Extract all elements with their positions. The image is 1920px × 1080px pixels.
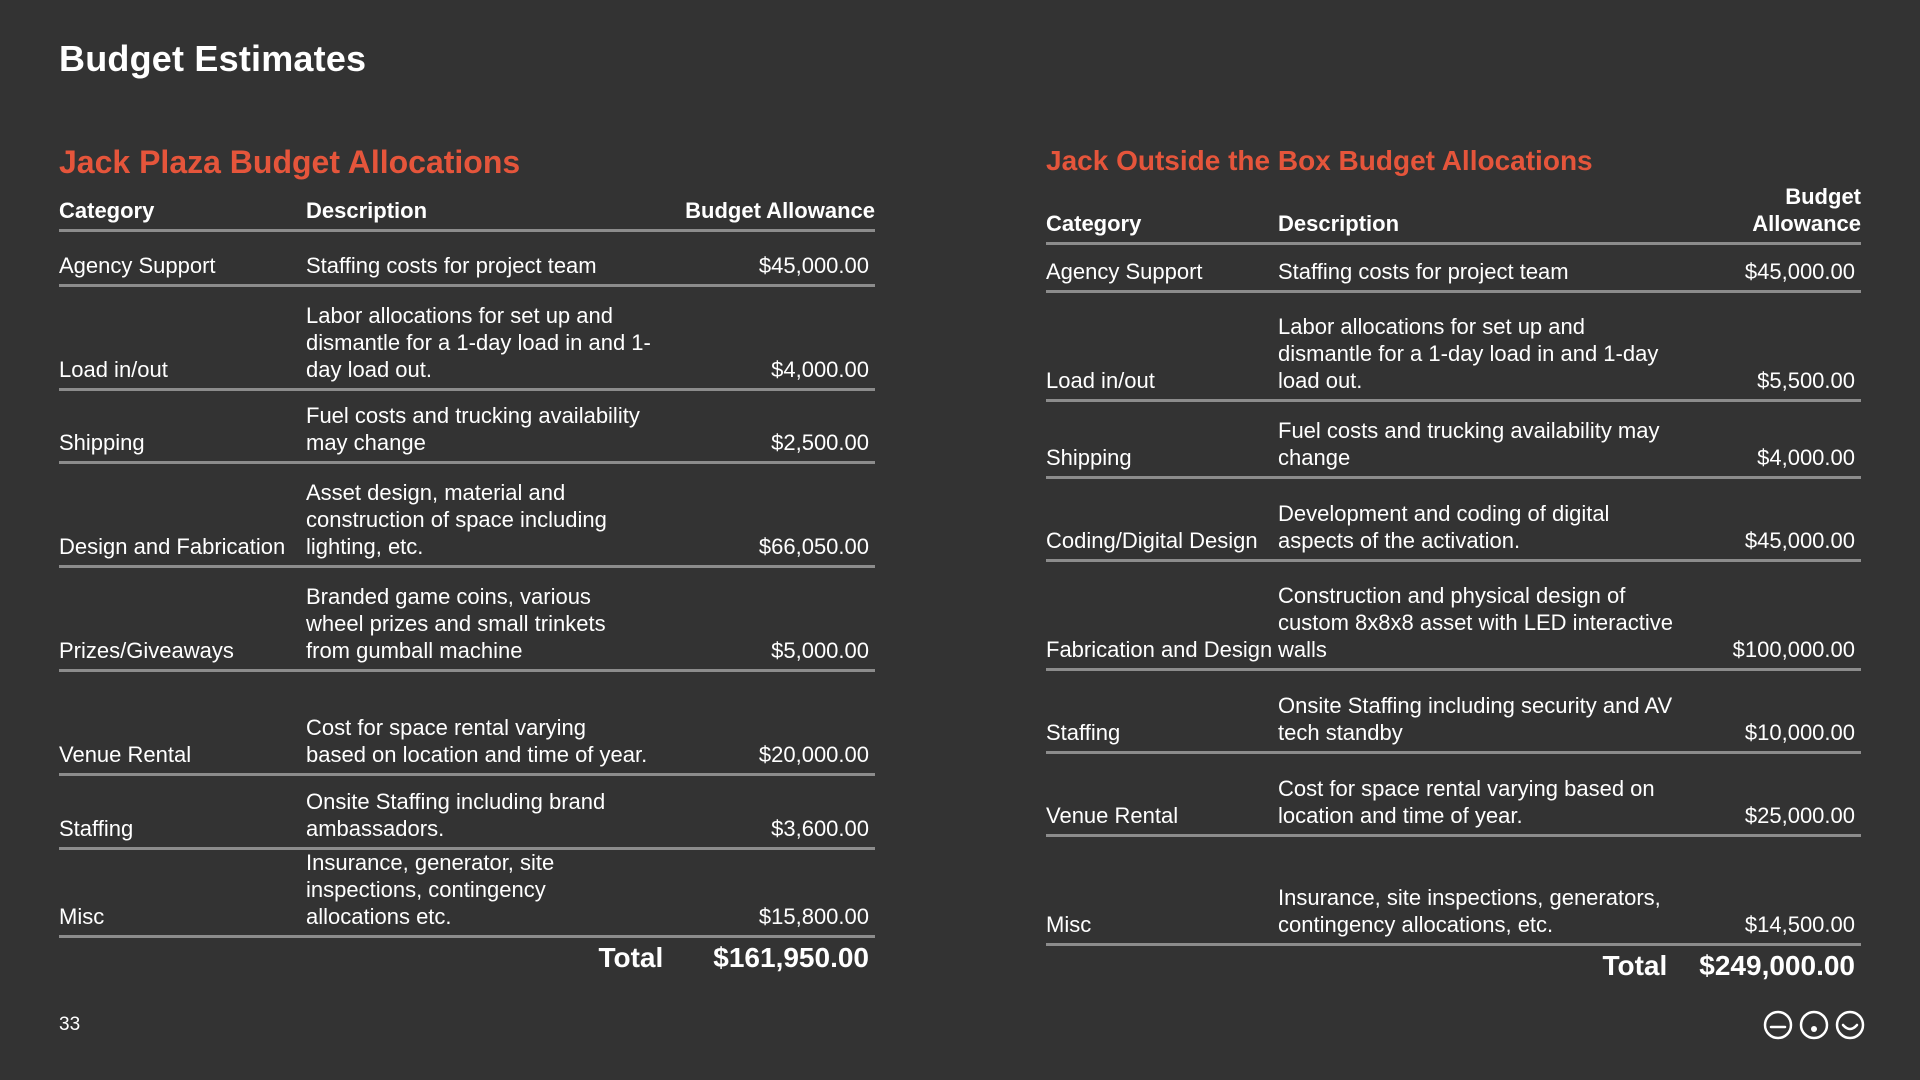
- amount-cell: $5,500.00: [1757, 368, 1855, 393]
- table-row: [1046, 479, 1861, 562]
- table-row: [59, 776, 875, 850]
- description-cell: Labor allocations for set up and dismantle for a 1-day load in and 1-day load out.: [306, 303, 651, 382]
- description-cell: Construction and physical design of custom 8x8x8 asset with LED interactive walls: [1278, 583, 1673, 662]
- page-number: 33: [59, 1014, 81, 1035]
- category-cell: Load in/out: [59, 357, 168, 382]
- description-cell: Onsite Staffing including brand ambassadors.: [306, 789, 606, 841]
- jack-outside-the-box-heading: Jack Outside the Box Budget Allocations: [1046, 145, 1593, 176]
- slide-title: Budget Estimates: [59, 38, 367, 79]
- amount-cell: $14,500.00: [1744, 912, 1855, 937]
- description-cell: Cost for space rental varying based on location and time of year.: [306, 715, 648, 767]
- description-cell: Labor allocations for set up and dismantle for a 1-day load in and 1-day load out.: [1278, 314, 1659, 393]
- total-row: [1046, 946, 1861, 986]
- table-row: [1046, 293, 1861, 402]
- brand-logo: [1763, 1010, 1865, 1040]
- table-header-row: [59, 186, 875, 232]
- total-row: [59, 938, 875, 978]
- category-cell: Fabrication and Design: [1046, 637, 1273, 662]
- description-cell: Staffing costs for project team: [306, 253, 597, 278]
- total-label: Total: [1602, 950, 1668, 981]
- amount-cell: $45,000.00: [758, 253, 869, 278]
- category-cell: Staffing: [1046, 720, 1121, 745]
- neutral-face-icon: [1763, 1010, 1793, 1040]
- description-cell: Staffing costs for project team: [1278, 259, 1569, 284]
- amount-cell: $4,000.00: [1757, 445, 1855, 470]
- amount-cell: $3,600.00: [771, 816, 869, 841]
- total-amount: $161,950.00: [713, 942, 869, 973]
- table-row: [59, 391, 875, 464]
- amount-cell: $20,000.00: [758, 742, 869, 767]
- total-amount: $249,000.00: [1699, 950, 1855, 981]
- jack-outside-the-box-budget-table: [1046, 184, 1861, 986]
- category-cell: Venue Rental: [1046, 803, 1179, 828]
- column-header-budget-allowance: Budget Allowance: [685, 198, 875, 223]
- column-header-description: Description: [306, 198, 428, 223]
- jack-plaza-heading: Jack Plaza Budget Allocations: [59, 144, 521, 180]
- table-row: [1046, 402, 1861, 479]
- dot-face-icon: [1799, 1010, 1829, 1040]
- category-cell: Coding/Digital Design: [1046, 528, 1258, 553]
- table-row: [1046, 245, 1861, 293]
- category-cell: Agency Support: [1046, 259, 1203, 284]
- table-row: [59, 232, 875, 287]
- category-cell: Prizes/Giveaways: [59, 638, 234, 663]
- category-cell: Load in/out: [1046, 368, 1155, 393]
- smile-face-icon: [1835, 1010, 1865, 1040]
- table-row: [59, 850, 875, 938]
- amount-cell: $10,000.00: [1744, 720, 1855, 745]
- description-cell: Fuel costs and trucking availability may change: [306, 403, 640, 455]
- category-cell: Design and Fabrication: [59, 534, 286, 559]
- category-cell: Venue Rental: [59, 742, 192, 767]
- description-cell: Onsite Staffing including security and AV tech standby: [1278, 693, 1673, 745]
- amount-cell: $5,000.00: [771, 638, 869, 663]
- description-cell: Development and coding of digital aspects of the activation.: [1278, 501, 1610, 553]
- column-header-category: Category: [59, 198, 155, 223]
- table-row: [59, 287, 875, 391]
- category-cell: Staffing: [59, 816, 134, 841]
- column-header-category: Category: [1046, 211, 1142, 236]
- description-cell: Asset design, material and construction of space including lighting, etc.: [306, 480, 607, 559]
- amount-cell: $45,000.00: [1744, 528, 1855, 553]
- jack-outside-the-box-budget-section: [1046, 138, 1861, 986]
- description-cell: Insurance, generator, site inspections, contingency allocations etc.: [306, 850, 555, 929]
- category-cell: Shipping: [59, 430, 145, 455]
- total-label: Total: [598, 942, 664, 973]
- category-cell: Misc: [59, 904, 105, 929]
- category-cell: Agency Support: [59, 253, 216, 278]
- description-cell: Insurance, site inspections, generators, contingency allocations, etc.: [1278, 885, 1661, 937]
- amount-cell: $25,000.00: [1744, 803, 1855, 828]
- amount-cell: $66,050.00: [758, 534, 869, 559]
- amount-cell: $2,500.00: [771, 430, 869, 455]
- table-row: [59, 464, 875, 568]
- amount-cell: $45,000.00: [1744, 259, 1855, 284]
- amount-cell: $15,800.00: [758, 904, 869, 929]
- jack-plaza-budget-table: [59, 186, 875, 978]
- table-row: [1046, 671, 1861, 754]
- description-cell: Branded game coins, various wheel prizes and small trinkets from gumball machine: [306, 584, 606, 663]
- table-row: [1046, 754, 1861, 837]
- column-header-description: Description: [1278, 211, 1400, 236]
- category-cell: Shipping: [1046, 445, 1132, 470]
- table-row: [59, 568, 875, 672]
- amount-cell: $100,000.00: [1732, 637, 1855, 662]
- amount-cell: $4,000.00: [771, 357, 869, 382]
- table-row: [1046, 837, 1861, 946]
- description-cell: Fuel costs and trucking availability may change: [1278, 418, 1660, 470]
- jack-plaza-budget-section: [59, 138, 875, 978]
- column-header-budget-allowance: Budget Allowance: [1752, 184, 1861, 236]
- description-cell: Cost for space rental varying based on location and time of year.: [1278, 776, 1655, 828]
- table-row: [59, 672, 875, 776]
- category-cell: Misc: [1046, 912, 1092, 937]
- table-header-row: [1046, 184, 1861, 245]
- table-row: [1046, 562, 1861, 671]
